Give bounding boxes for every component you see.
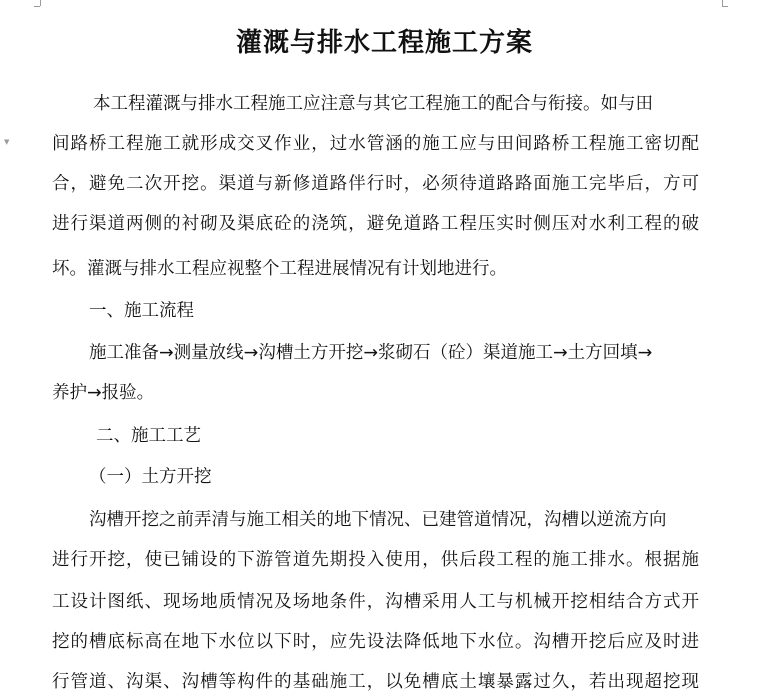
paragraph-1-line-4: 进行渠道两侧的衬砌及渠底砼的浇筑，避免道路工程压实时侧压对水利工程的破 bbox=[52, 214, 699, 234]
paragraph-2-line-1: 沟槽开挖之前弄清与施工相关的地下情况、已建管道情况，沟槽以逆流方向 bbox=[89, 510, 667, 530]
paragraph-1-line-2: 间路桥工程施工就形成交叉作业，过水管涵的施工应与田间路桥工程施工密切配 bbox=[52, 134, 699, 154]
crop-mark-top-right-h bbox=[722, 6, 728, 7]
section-heading-process: 二、施工工艺 bbox=[96, 426, 201, 446]
crop-mark-top-left-h bbox=[34, 6, 40, 7]
paragraph-1-line-3: 合，避免二次开挖。渠道与新修道路伴行时，必须待道路路面施工完毕后，方可 bbox=[52, 174, 699, 194]
flow-line-1: 施工准备→测量放线→沟槽土方开挖→浆砌石（砼）渠道施工→土方回填→ bbox=[89, 343, 653, 363]
section-heading-flow: 一、施工流程 bbox=[89, 301, 194, 321]
paragraph-2-line-2: 进行开挖，使已铺设的下游管道先期投入使用，供后段工程的施工排水。根据施 bbox=[52, 550, 699, 570]
subheading-earthwork: （一）土方开挖 bbox=[89, 467, 212, 487]
crop-mark-top-left bbox=[40, 0, 41, 6]
paragraph-2-line-5: 行管道、沟渠、沟槽等构件的基础施工，以免槽底土壤暴露过久，若出现超挖现 bbox=[52, 672, 699, 692]
paragraph-1-line-1: 本工程灌溉与排水工程施工应注意与其它工程施工的配合与衔接。如与田 bbox=[93, 94, 653, 114]
paragraph-2-line-4: 挖的槽底标高在地下水位以下时，应先设法降低地下水位。沟槽开挖后应及时进 bbox=[52, 632, 699, 652]
flow-line-2: 养护→报验。 bbox=[52, 383, 155, 403]
paragraph-1-line-5: 坏。灌溉与排水工程应视整个工程进展情况有计划地进行。 bbox=[52, 259, 507, 279]
collapse-arrow-icon[interactable]: ▼ bbox=[4, 138, 10, 146]
paragraph-2-line-3: 工设计图纸、现场地质情况及场地条件，沟槽采用人工与机械开挖相结合方式开 bbox=[52, 592, 699, 612]
document-title: 灌溉与排水工程施工方案 bbox=[235, 28, 533, 58]
